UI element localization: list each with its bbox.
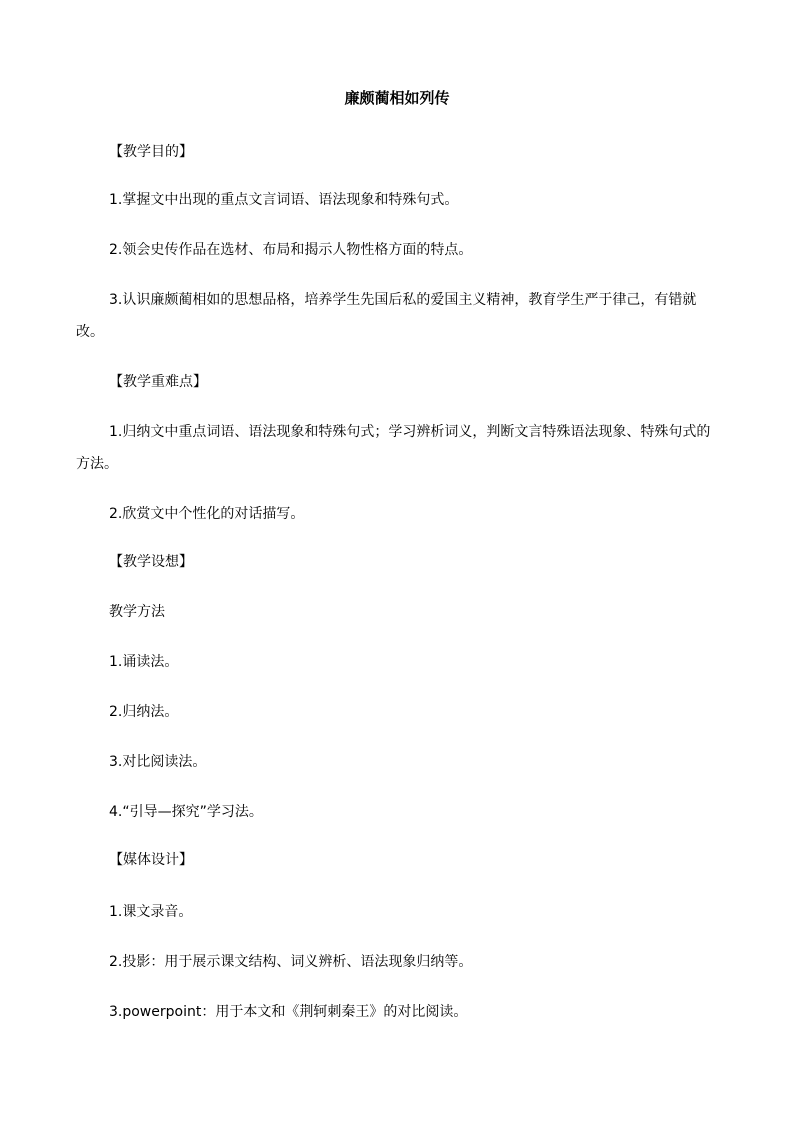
- section-heading-media: 【媒体设计】: [109, 852, 193, 868]
- section-heading-key-points: 【教学重难点】: [109, 374, 207, 390]
- section-heading-goals: 【教学目的】: [109, 144, 193, 160]
- media-item-1: 1.课文录音。: [109, 904, 193, 920]
- section-heading-design: 【教学设想】: [109, 554, 193, 570]
- goal-item-3: 3.认识廉颇蔺相如的思想品格，培养学生先国后私的爱国主义精神，教育学生严于律己，有错就改。: [76, 292, 697, 340]
- method-item-3: 3.对比阅读法。: [109, 754, 207, 770]
- goal-item-1: 1.掌握文中出现的重点文言词语、语法现象和特殊句式。: [109, 192, 459, 208]
- method-item-1: 1.诵读法。: [109, 654, 179, 670]
- media-item-2: 2.投影：用于展示课文结构、词义辨析、语法现象归纳等。: [109, 954, 473, 970]
- goal-item-2: 2.领会史传作品在选材、布局和揭示人物性格方面的特点。: [109, 242, 473, 258]
- method-item-4: 4.“引导—探究”学习法。: [109, 804, 263, 820]
- key-point-item-2: 2.欣赏文中个性化的对话描写。: [109, 506, 305, 522]
- key-point-item-1: 1.归纳文中重点词语、语法现象和特殊句式；学习辨析词义，判断文言特殊语法现象、特殊句式的方法。: [76, 424, 711, 472]
- document-title: 廉颇蔺相如列传: [344, 89, 450, 107]
- media-item-3: 3.powerpoint：用于本文和《荆轲刺秦王》的对比阅读。: [109, 1004, 468, 1020]
- method-item-2: 2.归纳法。: [109, 704, 179, 720]
- methods-label: 教学方法: [109, 604, 165, 620]
